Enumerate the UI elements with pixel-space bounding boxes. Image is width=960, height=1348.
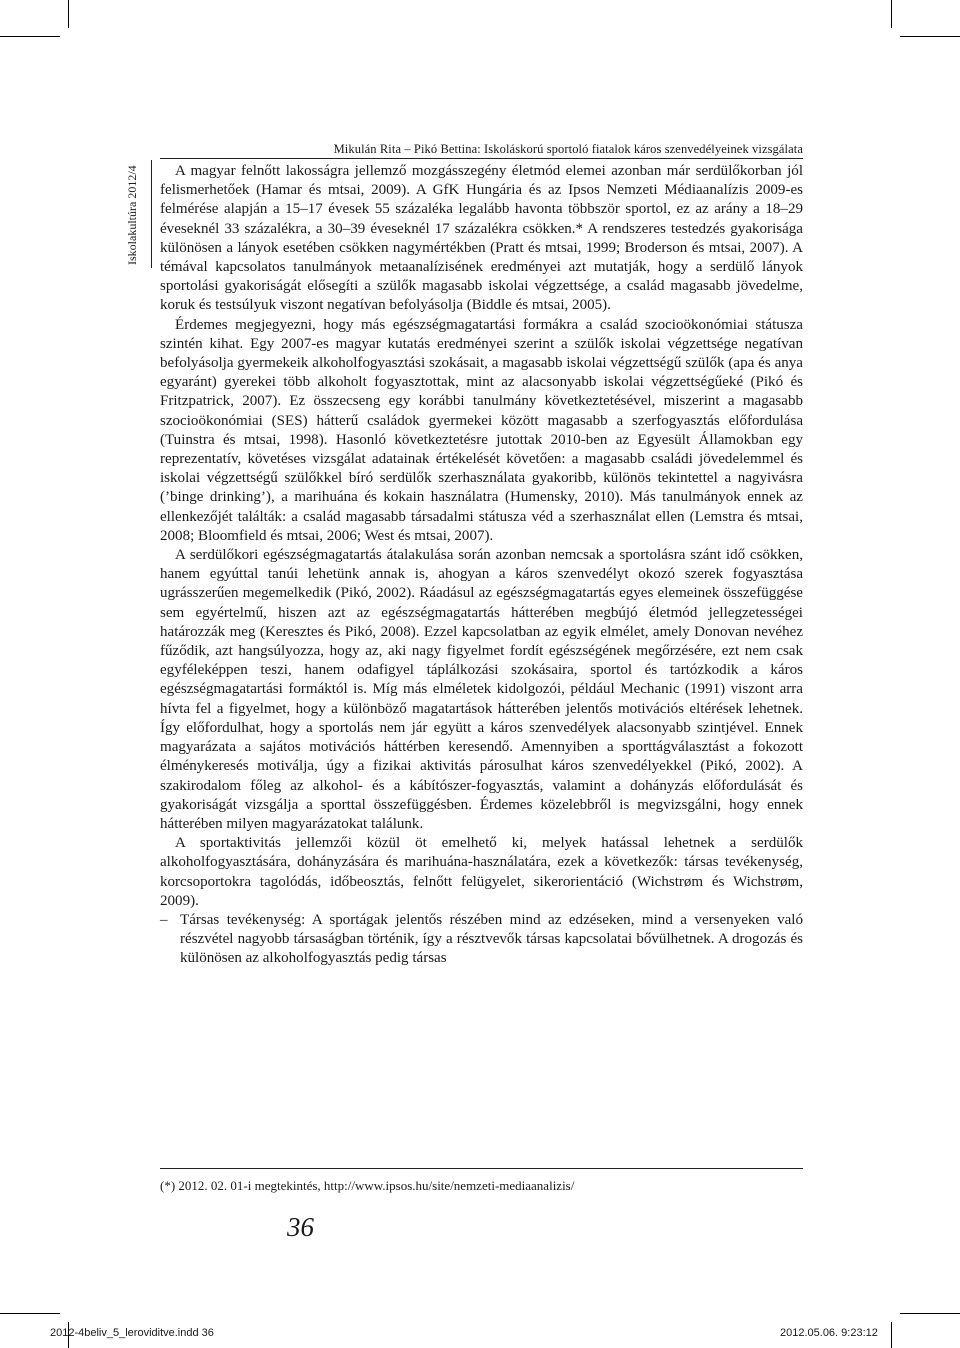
crop-mark [68,0,69,28]
article-body [160,162,803,969]
crop-mark [0,1313,60,1314]
crop-mark [900,1313,960,1314]
paragraph: A sportaktivitás jellemzői közül öt emelhető ki, melyek hatással lehetnek a serdülők alkoholfogyasztására, dohányzására és marihuána-használatára, ezek a következők: társas tevékenység, korcsoportokra tagolódás, időbeosztás, felnőtt felügyelet, sikerorientáció (Wichstrøm és Wichstrøm, 2009). [160,835,803,909]
slug-timestamp: 2012.05.06. 9:23:12 [780,1327,878,1339]
crop-mark [891,0,892,28]
paragraph: A serdülőkori egészségmagatartás átalakulása során azonban nemcsak a sportolásra szánt idő csökken, hanem egyúttal tanúi lehetünk annak is, ahogyan a káros szenvedélyt okozó szerek fogyasztása ugrásszerűen megemelkedik (Pikó, 2002). Ráadásul az egészségmagatartás egyes elemeinek összefüggése sem egyértelmű, hiszen azt az egészségmagatartás hátterében megbújó életmód jellegzetességei határozzák meg (Keresztes és Pikó, 2008). Ezzel kapcsolatban az egyik elmélet, amely Donovan nevéhez fűződik, azt hangsúlyozza, hogy az, aki nagy figyelmet fordít egészségének megőrzésére, ezt nem csak egyféleképpen teszi, hanem odafigyel táplálkozási szokásaira, sportol és tartózkodik a káros egészségmagatartási formáktól is. Míg más elméletek kidolgozói, például Mechanic (1991) viszont arra hívta fel a figyelmet, hogy a különböző magatartások hátterében jelentős motivációs eltérések lehetnek. Így előfordulhat, hogy a sportolás nem jár együtt a káros szenvedélyek alacsonyabb szintjével. Ennek magyarázata a sajátos motivációs háttérben keresendő. Amennyiben a sporttágválasztást a fokozott élménykeresés motiválja, úgy a fizikai aktivitás párosulhat káros szenvedélyekkel (Pikó, 2002). A szakirodalom főleg az alkohol- és a kábítószer-fogyasztás, valamint a dohányzás előfordulását és gyakoriságát vizsgálja a sporttal összefüggésben. Érdemes közelebbről is megvizsgálni, hogy ennek hátterében milyen magyarázatokat találunk. [160,547,803,832]
side-rule [151,160,152,268]
crop-mark [891,1322,892,1348]
crop-mark [900,36,960,37]
bullet-item: – Társas tevékenység: A sportágak jelentős részében mind az edzéseken, mind a versenyeken való részvétel nagyobb társaságban történik, így a résztvevők társas kapcsolatai bővülhetnek. A drogozás és különösen az alkoholfogyasztás pedig társas [180,911,803,969]
footnote: (*) 2012. 02. 01-i megtekintés, http://www.ipsos.hu/site/nemzeti-mediaanalizis/ [160,1178,575,1193]
paragraph: A magyar felnőtt lakosságra jellemző mozgásszegény életmód elemei azonban már serdülőkorban jól felismerhetőek (Hamar és mtsai, 2009). A GfK Hungária és az Ipsos Nemzeti Médiaanalízis 2009-es felmérése alapján a 15–17 évesek 55 százaléka legalább havonta többször sportol, ez az arány a 18–29 éveseknél 33 százalékra, a 30–39 éveseknél 17 százalékra csökken.* A rendszeres testedzés gyakorisága különösen a lányok esetében csökken nagymértékben (Pratt és mtsai, 1999; Broderson és mtsai, 2007). A témával kapcsolatos tanulmányok metaanalízisének eredményei azt mutatják, hogy a serdülő lányok sportolási gyakoriságát elősegíti a szülők magasabb iskolai végzettsége, a család magasabb jövedelme, koruk és testsúlyuk viszont negatívan befolyásolja (Biddle és mtsai, 2005). [160,163,803,314]
header-rule [160,158,803,159]
paragraph: Érdemes megjegyezni, hogy más egészségmagatartási formákra a család szocioökonómiai státusza szintén kihat. Egy 2007-es magyar kutatás eredményei szerint a szülők iskolai végzettsége negatívan befolyásolja gyermekeik alkoholfogyasztási szokásait, a magasabb iskolai végzettségű szülők (apa és anya egyaránt) gyerekei több alkoholt fogyasztottak, mint az alacsonyabb iskolai végzettségűeké (Pikó és Fritzpatrick, 2007). Ez összecseng egy korábbi tanulmány következtetésével, miszerint a magasabb szocioökonómiai (SES) hátterű családok gyermekei között magasabb a szerfogyasztás előfordulása (Tuinstra és mtsai, 1998). Hasonló következtetésre jutottak 2010-ben az Egyesült Államokban egy reprezentatív, követéses vizsgálat adatainak értékelését követően: a magasabb családi jövedelemmel és iskolai végzettségű szülőkkel bíró serdülők szerhasználata gyakoribb, különös tekintettel a nagyivásra (’binge drinking’), a marihuána és kokain használatra (Humensky, 2010). Más tanulmányok ennek az ellenkezőjét találták: a család magasabb társadalmi státusza véd a szerhasználat ellen (Lemstra és mtsai, 2008; Bloomfield és mtsai, 2006; West és mtsai, 2007). [160,316,803,544]
running-head: Mikulán Rita – Pikó Bettina: Iskoláskorú sportoló fiatalok káros szenvedélyeinek vizsgálata [333,142,803,156]
footnote-rule [160,1168,803,1169]
journal-side-label: Iskolakultúra 2012/4 [125,165,139,265]
crop-mark [0,36,60,37]
page-number: 36 [287,1212,314,1242]
slug-file: 2012-4beliv_5_leroviditve.indd 36 [50,1327,214,1339]
